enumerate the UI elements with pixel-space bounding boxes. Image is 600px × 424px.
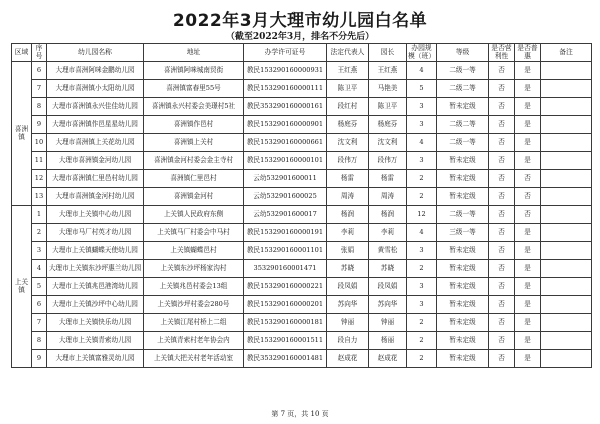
- cell-director: 赵成花: [369, 350, 407, 368]
- cell-grade: 二级一等: [437, 134, 489, 152]
- cell-classes: 2: [407, 314, 437, 332]
- cell-classes: 2: [407, 188, 437, 206]
- cell-legal-rep: 苏晓: [327, 260, 369, 278]
- cell-puhui: 是: [515, 296, 541, 314]
- cell-grade: 暂未定级: [437, 260, 489, 278]
- cell-classes: 4: [407, 62, 437, 80]
- cell-grade: 三级一等: [437, 224, 489, 242]
- cell-name: 大理市喜洲镇金河幼儿园: [47, 152, 144, 170]
- cell-remark: [541, 116, 592, 134]
- table-row: [12, 278, 592, 296]
- cell-legal-rep: 苏向华: [327, 296, 369, 314]
- cell-license: 教民153290160000221: [244, 278, 327, 296]
- cell-remark: [541, 62, 592, 80]
- cell-name: 大理市喜洲镇永兴佳佳幼儿园: [47, 98, 144, 116]
- cell-puhui: 是: [515, 350, 541, 368]
- cell-puhui: 是: [515, 314, 541, 332]
- cell-name: 大理市上关镇快乐幼儿园: [47, 314, 144, 332]
- cell-address: 上关镇兆邑村委会13组: [144, 278, 244, 296]
- cell-name: 大理市喜洲镇金河村幼儿园: [47, 188, 144, 206]
- column-header: 区域: [12, 44, 32, 62]
- cell-license: 教民153290160000101: [244, 152, 327, 170]
- column-header: 办学许可证号: [244, 44, 327, 62]
- cell-profit: 否: [489, 62, 515, 80]
- cell-legal-rep: 王红燕: [327, 62, 369, 80]
- column-header: 是否普惠: [515, 44, 541, 62]
- table-header-row: [12, 44, 592, 62]
- cell-name: 大理市喜洲镇作邑星星幼儿园: [47, 116, 144, 134]
- cell-license: 云幼532901600011: [244, 170, 327, 188]
- cell-legal-rep: 段红村: [327, 98, 369, 116]
- cell-classes: 2: [407, 332, 437, 350]
- cell-director: 苏向华: [369, 296, 407, 314]
- table-row: [12, 152, 592, 170]
- cell-name: 大理市喜洲镇小太阳幼儿园: [47, 80, 144, 98]
- cell-license: 教民153290160000201: [244, 296, 327, 314]
- cell-license: 云幼532901600025: [244, 188, 327, 206]
- cell-no: 9: [32, 350, 47, 368]
- cell-grade: 二级二等: [437, 80, 489, 98]
- column-header: 等级: [437, 44, 489, 62]
- cell-grade: 暂未定级: [437, 170, 489, 188]
- cell-no: 2: [32, 224, 47, 242]
- cell-remark: [541, 188, 592, 206]
- cell-legal-rep: 杨雷: [327, 170, 369, 188]
- cell-address: 喜洲镇上关村: [144, 134, 244, 152]
- cell-puhui: 是: [515, 62, 541, 80]
- cell-name: 大理市上关镇沙坪中心幼儿园: [47, 296, 144, 314]
- cell-address: 上关镇青索村老年协会内: [144, 332, 244, 350]
- page-footer: 第 7 页，共 10 页: [271, 410, 329, 418]
- cell-no: 8: [32, 98, 47, 116]
- cell-profit: 否: [489, 242, 515, 260]
- cell-address: 喜洲镇阿咪城南贸街: [144, 62, 244, 80]
- cell-puhui: 是: [515, 98, 541, 116]
- cell-address: 喜洲镇富春里55号: [144, 80, 244, 98]
- column-header: 办园规模（班）: [408, 43, 436, 60]
- cell-license: 教民153290160000931: [244, 62, 327, 80]
- cell-name: 大理市上关镇中心幼儿园: [47, 206, 144, 224]
- cell-license: 353290160001471: [244, 260, 327, 278]
- table-row: [12, 170, 592, 188]
- cell-remark: [541, 296, 592, 314]
- cell-remark: [541, 224, 592, 242]
- column-header: 是否营利性: [489, 44, 515, 62]
- cell-director: 苏晓: [369, 260, 407, 278]
- cell-director: 杨庭芬: [369, 116, 407, 134]
- cell-puhui: 是: [515, 80, 541, 98]
- cell-director: 周涛: [369, 188, 407, 206]
- column-header: 地址: [144, 44, 244, 62]
- cell-remark: [541, 152, 592, 170]
- cell-puhui: 是: [515, 260, 541, 278]
- cell-classes: 2: [407, 170, 437, 188]
- cell-license: 教民353290160000161: [244, 98, 327, 116]
- cell-grade: 暂未定级: [437, 296, 489, 314]
- cell-legal-rep: 周涛: [327, 188, 369, 206]
- column-header: 序号: [32, 44, 47, 62]
- cell-license: 教民153290160000901: [244, 116, 327, 134]
- cell-remark: [541, 134, 592, 152]
- cell-license: 教民153290160001101: [244, 242, 327, 260]
- cell-director: 杨丽: [369, 332, 407, 350]
- cell-profit: 否: [489, 350, 515, 368]
- table-row: [12, 98, 592, 116]
- table-row: [12, 260, 592, 278]
- cell-address: 上关镇东沙坪杨家沟村: [144, 260, 244, 278]
- cell-legal-rep: 段伟万: [327, 152, 369, 170]
- cell-legal-rep: 李莉: [327, 224, 369, 242]
- cell-puhui: 否: [515, 170, 541, 188]
- table-row: [12, 188, 592, 206]
- cell-grade: 二级二等: [437, 116, 489, 134]
- cell-profit: 否: [489, 260, 515, 278]
- cell-grade: 暂未定级: [437, 152, 489, 170]
- table-row: [12, 350, 592, 368]
- table-row: [12, 206, 592, 224]
- cell-no: 13: [32, 188, 47, 206]
- cell-no: 9: [32, 116, 47, 134]
- cell-license: 教民153290160000191: [244, 224, 327, 242]
- cell-grade: 二级一等: [437, 62, 489, 80]
- cell-address: 上关镇沙坪村委会280号: [144, 296, 244, 314]
- table-row: [12, 116, 592, 134]
- cell-grade: 暂未定级: [437, 332, 489, 350]
- table-row: [12, 314, 592, 332]
- cell-director: 杨润: [369, 206, 407, 224]
- cell-remark: [541, 350, 592, 368]
- cell-legal-rep: 赵成花: [327, 350, 369, 368]
- cell-puhui: 否: [515, 188, 541, 206]
- cell-license: 教民353290160001481: [244, 350, 327, 368]
- cell-remark: [541, 206, 592, 224]
- kindergarten-table: [11, 43, 592, 368]
- cell-address: 上关镇蝴蝶邑村: [144, 242, 244, 260]
- cell-address: 喜洲镇金河村: [144, 188, 244, 206]
- table-row: [12, 134, 592, 152]
- cell-puhui: 是: [515, 116, 541, 134]
- cell-remark: [541, 170, 592, 188]
- cell-puhui: 是: [515, 278, 541, 296]
- cell-name: 大理市上关镇兆邑港湾幼儿园: [47, 278, 144, 296]
- cell-profit: 否: [489, 206, 515, 224]
- cell-legal-rep: 杨庭芬: [327, 116, 369, 134]
- table-row: [12, 242, 592, 260]
- cell-profit: 否: [489, 80, 515, 98]
- cell-license: 云幼532901600017: [244, 206, 327, 224]
- cell-no: 7: [32, 314, 47, 332]
- cell-director: 王红燕: [369, 62, 407, 80]
- cell-address: 上关镇马厂村委会中马村: [144, 224, 244, 242]
- cell-grade: 暂未定级: [437, 350, 489, 368]
- cell-profit: 否: [489, 314, 515, 332]
- cell-remark: [541, 278, 592, 296]
- cell-classes: 12: [407, 206, 437, 224]
- cell-name: 大理市喜洲镇仁里邑村幼儿园: [47, 170, 144, 188]
- page-subtitle: （截至2022年3月，排名不分先后）: [225, 32, 375, 42]
- cell-no: 7: [32, 80, 47, 98]
- cell-name: 大理市喜洲镇上关花幼儿园: [47, 134, 144, 152]
- cell-profit: 否: [489, 152, 515, 170]
- cell-no: 8: [32, 332, 47, 350]
- cell-classes: 3: [407, 242, 437, 260]
- table-row: [12, 62, 592, 80]
- table-row: [12, 332, 592, 350]
- cell-address: 喜洲镇金河村委会金主寺村: [144, 152, 244, 170]
- cell-director: 段凤娟: [369, 278, 407, 296]
- cell-remark: [541, 98, 592, 116]
- cell-classes: 3: [407, 116, 437, 134]
- cell-profit: 否: [489, 296, 515, 314]
- table-row: [12, 224, 592, 242]
- column-header: 园长: [369, 44, 407, 62]
- cell-license: 教民153290160000181: [244, 314, 327, 332]
- cell-no: 11: [32, 152, 47, 170]
- cell-grade: 二级一等: [437, 206, 489, 224]
- column-header: 法定代表人: [327, 44, 369, 62]
- cell-address: 上关镇江尾村桥上二组: [144, 314, 244, 332]
- cell-classes: 3: [407, 98, 437, 116]
- cell-director: 黄雪松: [369, 242, 407, 260]
- cell-name: 大理市马厂村英才幼儿园: [47, 224, 144, 242]
- page-title: 2022年3月大理市幼儿园白名单: [172, 11, 428, 31]
- cell-legal-rep: 沈文利: [327, 134, 369, 152]
- cell-address: 上关镇大把关村老年活动室: [144, 350, 244, 368]
- cell-classes: 4: [407, 224, 437, 242]
- cell-no: 12: [32, 170, 47, 188]
- cell-director: 陈卫平: [369, 98, 407, 116]
- cell-puhui: 是: [515, 242, 541, 260]
- cell-no: 6: [32, 296, 47, 314]
- cell-grade: 暂未定级: [437, 242, 489, 260]
- cell-director: 杨雷: [369, 170, 407, 188]
- cell-classes: 3: [407, 278, 437, 296]
- cell-classes: 3: [407, 296, 437, 314]
- cell-no: 6: [32, 62, 47, 80]
- cell-profit: 否: [489, 116, 515, 134]
- cell-classes: 4: [407, 134, 437, 152]
- cell-legal-rep: 段凤娟: [327, 278, 369, 296]
- cell-legal-rep: 陈卫平: [327, 80, 369, 98]
- cell-grade: 暂未定级: [437, 314, 489, 332]
- cell-puhui: 是: [515, 152, 541, 170]
- cell-grade: 暂未定级: [437, 188, 489, 206]
- cell-license: 教民153290160000661: [244, 134, 327, 152]
- cell-classes: 5: [407, 80, 437, 98]
- cell-no: 10: [32, 134, 47, 152]
- cell-no: 5: [32, 278, 47, 296]
- cell-legal-rep: 杨润: [327, 206, 369, 224]
- cell-director: 马艳美: [369, 80, 407, 98]
- cell-no: 4: [32, 260, 47, 278]
- cell-director: 李莉: [369, 224, 407, 242]
- cell-grade: 暂未定级: [437, 278, 489, 296]
- column-header: 备注: [541, 44, 592, 62]
- column-header: 幼儿园名称: [47, 44, 144, 62]
- cell-no: 1: [32, 206, 47, 224]
- region-cell: 上关镇: [12, 206, 32, 368]
- cell-name: 大理市上关镇青索幼儿园: [47, 332, 144, 350]
- cell-remark: [541, 242, 592, 260]
- cell-legal-rep: 张娟: [327, 242, 369, 260]
- cell-name: 大理市上关镇蝴蝶天使幼儿园: [47, 242, 144, 260]
- cell-legal-rep: 钟丽: [327, 314, 369, 332]
- cell-address: 喜洲镇永兴村委会美璟村5社: [144, 98, 244, 116]
- cell-profit: 否: [489, 98, 515, 116]
- cell-legal-rep: 段自力: [327, 332, 369, 350]
- cell-director: 钟丽: [369, 314, 407, 332]
- cell-puhui: 是: [515, 224, 541, 242]
- cell-director: 沈文利: [369, 134, 407, 152]
- cell-no: 3: [32, 242, 47, 260]
- cell-profit: 否: [489, 170, 515, 188]
- cell-profit: 否: [489, 188, 515, 206]
- cell-remark: [541, 332, 592, 350]
- cell-director: 段伟万: [369, 152, 407, 170]
- cell-classes: 3: [407, 152, 437, 170]
- cell-puhui: 是: [515, 134, 541, 152]
- cell-grade: 暂未定级: [437, 98, 489, 116]
- cell-remark: [541, 260, 592, 278]
- cell-profit: 否: [489, 224, 515, 242]
- cell-puhui: 是: [515, 332, 541, 350]
- cell-classes: 2: [407, 260, 437, 278]
- cell-classes: 2: [407, 350, 437, 368]
- table-row: [12, 80, 592, 98]
- cell-name: 大理市上关镇东沙坪惠兰幼儿园: [47, 260, 144, 278]
- cell-profit: 否: [489, 278, 515, 296]
- cell-profit: 否: [489, 332, 515, 350]
- region-cell: 喜洲镇: [12, 62, 32, 206]
- cell-license: 教民153290160000111: [244, 80, 327, 98]
- cell-address: 喜洲镇作邑村: [144, 116, 244, 134]
- cell-name: 大理市喜洲阿咪金鹏幼儿园: [47, 62, 144, 80]
- cell-address: 喜洲镇仁里邑村: [144, 170, 244, 188]
- cell-profit: 否: [489, 134, 515, 152]
- cell-puhui: 否: [515, 206, 541, 224]
- cell-remark: [541, 80, 592, 98]
- table-row: [12, 296, 592, 314]
- cell-name: 大理市上关镇富雅灵幼儿园: [47, 350, 144, 368]
- cell-address: 上关镇人民政府东侧: [144, 206, 244, 224]
- cell-remark: [541, 314, 592, 332]
- cell-license: 教民153290160001511: [244, 332, 327, 350]
